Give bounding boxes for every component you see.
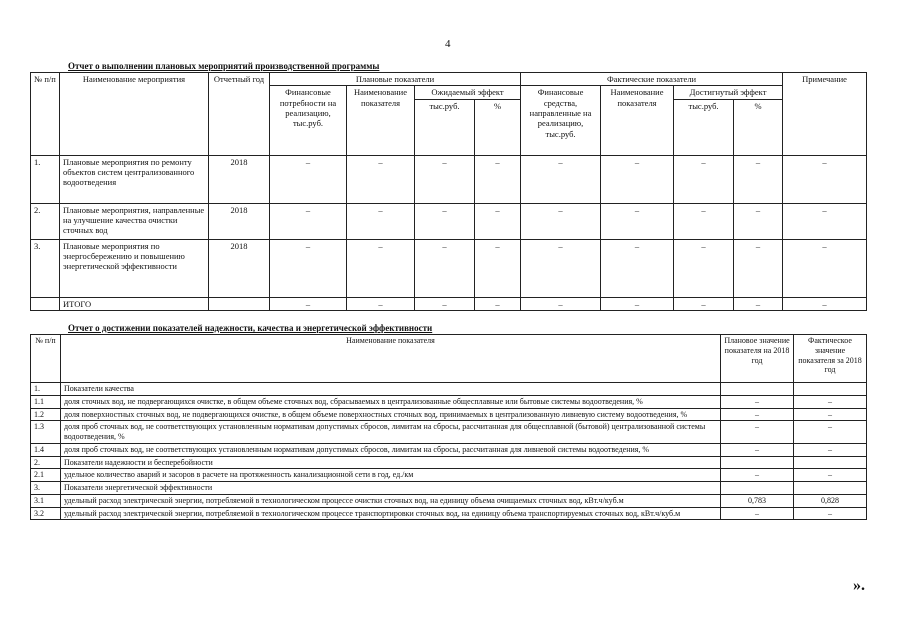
header-indicator-name: Наименование показателя bbox=[347, 86, 415, 155]
indicators-table bbox=[30, 334, 867, 520]
header-fact-value: Фактическое значение показателя за 2018 год bbox=[794, 335, 867, 383]
report2-title: Отчет о достижении показателей надежности, качества и энергетической эффективности bbox=[68, 323, 433, 333]
report1-title: Отчет о выполнении плановых мероприятий производственной программы bbox=[68, 61, 380, 71]
header-thous-rub: тыс.руб. bbox=[415, 99, 475, 155]
header-num: № п/п bbox=[31, 335, 61, 383]
closing-quote-mark: ». bbox=[853, 577, 865, 594]
header-measure-name: Наименование мероприятия bbox=[60, 73, 209, 156]
planned-measures-table bbox=[30, 72, 867, 311]
header-planned: Плановые показатели bbox=[270, 73, 521, 86]
table-row: 1. Показатели качества bbox=[31, 383, 867, 396]
page-number: 4 bbox=[445, 38, 451, 50]
table-row: 1. Плановые мероприятия по ремонту объектов систем централизованного водоотведения 2018 – – – – – – – – – bbox=[31, 155, 867, 203]
table-row: 3.2 удельный расход электрической энергии, потребляемой в технологическом процессе транспортировки сточных вод, на единицу объема транспортируемых сточных вод, кВт.ч/куб.м – – bbox=[31, 507, 867, 520]
table-row: 2. Плановые мероприятия, направленные на улучшение качества очистки сточных вод 2018 – – – – – – – – – bbox=[31, 203, 867, 239]
header-percent: % bbox=[475, 99, 521, 155]
header-expected-effect: Ожидаемый эффект bbox=[415, 86, 521, 99]
table-row: 1.3 доля проб сточных вод, не соответствующих установленным нормативам допустимых сбросов, лимитам на сбросы, рассчитанная для общесплавной (бытовой) централизованной системы водоотведения, % – – bbox=[31, 421, 867, 444]
header-fin-means: Финансовые средства, направленные на реализацию, тыс.руб. bbox=[521, 86, 601, 155]
header-actual: Фактические показатели bbox=[521, 73, 783, 86]
table-row: 3. Плановые мероприятия по энергосбережению и повышению энергетической эффективности 2018 – – – – – – – – – bbox=[31, 239, 867, 297]
table-row: 1.4 доля проб сточных вод, не соответствующих установленным нормативам допустимых сбросов, лимитам на сбросы, рассчитанная для ливневой системы водоотведения, % – – bbox=[31, 443, 867, 456]
header-plan-value: Плановое значение показателя на 2018 год bbox=[721, 335, 794, 383]
header-fin-needs: Финансовые потребности на реализацию, тыс.руб. bbox=[270, 86, 347, 155]
table-row: 1.1 доля сточных вод, не подвергающихся очистке, в общем объеме сточных вод, сбрасываемых в централизованные общесплавные или бытовые системы водоотведения, % – – bbox=[31, 395, 867, 408]
header-indicator-name: Наименование показателя bbox=[61, 335, 721, 383]
header-indicator-name-actual: Наименование показателя bbox=[601, 86, 674, 155]
table-row: 2.1 удельное количество аварий и засоров в расчете на протяженность канализационной сети в год, ед./км – – bbox=[31, 469, 867, 482]
header-achieved-effect: Достигнутый эффект bbox=[674, 86, 783, 99]
table-row: 2. Показатели надежности и бесперебойности bbox=[31, 456, 867, 469]
table-row: 3. Показатели энергетической эффективности bbox=[31, 482, 867, 495]
table-row: 3.1 удельный расход электрической энергии, потребляемой в технологическом процессе очистки сточных вод, на единицу объема очищаемых сточных вод, кВт.ч/куб.м 0,783 0,828 bbox=[31, 494, 867, 507]
header-year: Отчетный год bbox=[209, 73, 270, 156]
table-row: 1.2 доля поверхностных сточных вод, не подвергающихся очистке, в общем объеме поверхностных сточных вод, принимаемых в централизованную ливневую систему водоотведения, % – – bbox=[31, 408, 867, 421]
header-percent-actual: % bbox=[734, 99, 783, 155]
header-num: № п/п bbox=[31, 73, 60, 156]
header-thous-rub-actual: тыс.руб. bbox=[674, 99, 734, 155]
total-row: ИТОГО – – – – – – – – – bbox=[31, 297, 867, 310]
header-note: Примечание bbox=[783, 73, 867, 156]
